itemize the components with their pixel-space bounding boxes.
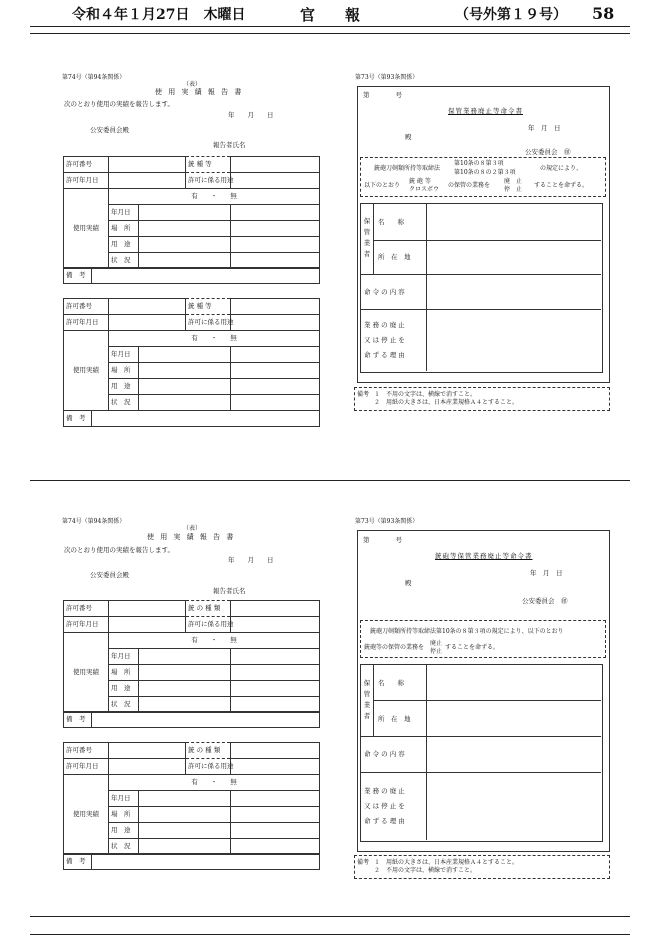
date-field[interactable] [139, 347, 231, 363]
permit-no-label: 許可番号 [64, 299, 109, 315]
text-part: クロスボウ [409, 186, 440, 193]
text-part: 以下のとおり [364, 182, 401, 189]
use-label: 用 途 [109, 379, 139, 395]
yes-no[interactable]: 有 ・ 無 [109, 775, 320, 791]
type-field[interactable] [231, 743, 320, 759]
usage-table [63, 188, 320, 269]
permit-date-field[interactable] [109, 315, 186, 331]
type-field[interactable] [231, 157, 320, 173]
usage-table-back [63, 774, 320, 855]
use-field[interactable] [139, 237, 231, 253]
text-part: 銃砲刀剣類所持等取締法第10条の８第３項の規定により、以下のとおり [370, 628, 564, 635]
form-label: 第74号（第94条関係） [62, 518, 126, 525]
place-field[interactable] [139, 221, 231, 237]
remarks-label: 備 考 [64, 854, 92, 870]
permit-date-field[interactable] [109, 617, 186, 633]
purpose-label: 許可に係る用途 [186, 315, 231, 331]
status-label: 状 況 [109, 839, 139, 855]
text-part: の規定により、 [540, 165, 583, 172]
remarks-label: 備 考 [64, 712, 92, 728]
date-line: 年 月 日 [228, 556, 274, 564]
place-field-2[interactable] [231, 363, 320, 379]
header-date: 令和４年１月27日 木曜日 [72, 7, 246, 23]
header-rule-2 [30, 33, 630, 34]
report-table [63, 156, 320, 189]
purpose-field[interactable] [231, 759, 320, 775]
remarks-field[interactable] [92, 854, 320, 870]
use-field-2[interactable] [231, 237, 320, 253]
text-part: 廃止 [430, 640, 443, 647]
reporter-name: 報告者氏名 [213, 141, 246, 149]
address-label: 所 在 地 [378, 253, 411, 261]
keeper-label: 保管業者 [363, 217, 371, 258]
purpose-field[interactable] [231, 315, 320, 331]
text-part: の保管の業務を [448, 182, 491, 189]
report-table [63, 600, 320, 633]
place-label: 場 所 [109, 221, 139, 237]
date-field[interactable] [139, 649, 231, 665]
reason-line3: 命 ず る 理 由 [364, 351, 405, 359]
notes-head: 備考 [357, 391, 370, 398]
usage-label: 使用実績 [64, 775, 109, 855]
order-content-label: 命 令 の 内 容 [364, 288, 405, 296]
type-label: 銃 種 等 [186, 157, 231, 173]
purpose-label: 許可に係る用途 [186, 617, 231, 633]
permit-no-field[interactable] [109, 743, 186, 759]
text-part: 第10条の８の２第３項 [454, 169, 516, 176]
yes-no[interactable]: 有 ・ 無 [109, 331, 320, 347]
order-title: 銃砲等保管業務廃止等命令書 [435, 552, 533, 560]
status-label: 状 況 [109, 697, 139, 713]
reason-line2: 又 は 停 止 を [364, 802, 405, 810]
form-label: 第73号（第93条関係） [355, 74, 419, 81]
type-label: 銃 の 種 類 [186, 601, 231, 617]
permit-date-label: 許可年月日 [64, 315, 109, 331]
addressee: 殿 [405, 579, 412, 587]
status-field-2[interactable] [231, 395, 320, 411]
text-part: 第10条の８第３項 [454, 160, 504, 167]
note-1: １ 不用の文字は、横線で消すこと。 [374, 391, 477, 398]
text-part: することを命ずる。 [534, 182, 589, 189]
remarks-label: 備 考 [64, 411, 92, 427]
date-field-2[interactable] [231, 347, 320, 363]
order-number: 第 号 [363, 536, 402, 544]
usage-table-back [63, 330, 320, 411]
text-part: することを命ずる。 [445, 644, 500, 651]
date-line: 年 月 日 [528, 124, 561, 132]
use-field-2[interactable] [231, 681, 320, 697]
place-field-2[interactable] [231, 665, 320, 681]
remarks-table [63, 711, 320, 728]
permit-no-field[interactable] [109, 157, 186, 173]
purpose-field[interactable] [231, 617, 320, 633]
header-title: 官 報 [300, 6, 361, 24]
intro-text: 次のとおり使用の実績を報告します。 [64, 100, 174, 108]
note-2: ２ 用紙の大きさは、日本産業規格Ａ４とすること。 [374, 399, 519, 406]
permit-no-label: 許可番号 [64, 601, 109, 617]
date-label: 年月日 [109, 649, 139, 665]
form-front-mark: （表） [183, 525, 202, 532]
permit-date-label: 許可年月日 [64, 759, 109, 775]
text-part: 銃砲刀剣類所持等取締法 [374, 165, 441, 172]
section-rule [30, 480, 630, 481]
remarks-field[interactable] [92, 411, 320, 427]
place-field[interactable] [139, 363, 231, 379]
type-field[interactable] [231, 299, 320, 315]
permit-no-field[interactable] [109, 299, 186, 315]
addressee: 公安委員会殿 [90, 126, 129, 134]
remarks-label: 備 考 [64, 268, 92, 284]
remarks-field[interactable] [92, 268, 320, 284]
reason-line3: 命 ず る 理 由 [364, 817, 405, 825]
type-label: 銃 種 等 [186, 299, 231, 315]
remarks-field[interactable] [92, 712, 320, 728]
status-field[interactable] [139, 395, 231, 411]
issuer: 公安委員会 ㊞ [525, 148, 571, 156]
footer-rule [30, 916, 630, 917]
form-label: 第73号（第93条関係） [355, 518, 419, 525]
form-title: 使 用 実 績 報 告 書 [155, 88, 244, 96]
date-field-2[interactable] [231, 649, 320, 665]
issuer: 公安委員会 ㊞ [522, 597, 568, 605]
permit-no-label: 許可番号 [64, 743, 109, 759]
order-title: 保管業務廃止等命令書 [448, 107, 523, 115]
remarks-table [63, 267, 320, 284]
order-content-label: 命 令 の 内 容 [364, 750, 405, 758]
date-label: 年月日 [109, 791, 139, 807]
text-part: 停 止 [504, 186, 523, 193]
date-label: 年月日 [109, 347, 139, 363]
purpose-field[interactable] [231, 173, 320, 189]
form-front-mark: （表） [183, 81, 202, 88]
yes-no[interactable]: 有 ・ 無 [109, 633, 320, 649]
place-label: 場 所 [109, 363, 139, 379]
place-field[interactable] [139, 807, 231, 823]
permit-no-field[interactable] [109, 601, 186, 617]
place-label: 場 所 [109, 665, 139, 681]
use-label: 用 途 [109, 237, 139, 253]
date-field[interactable] [139, 205, 231, 221]
header-issue: （号外第１９号） [455, 7, 567, 23]
text-part: 銃砲等の保管の業務を [364, 644, 425, 651]
note-2: ２ 不用の文字は、横線で消すこと。 [374, 867, 477, 874]
status-label: 状 況 [109, 395, 139, 411]
permit-date-label: 許可年月日 [64, 617, 109, 633]
place-field-2[interactable] [231, 221, 320, 237]
order-number: 第 号 [363, 91, 402, 99]
permit-date-field[interactable] [109, 173, 186, 189]
page-number: 58 [592, 4, 615, 23]
date-line: 年 月 日 [228, 111, 274, 119]
header-rule [30, 26, 630, 27]
date-label: 年月日 [109, 205, 139, 221]
yes-no[interactable]: 有 ・ 無 [109, 189, 320, 205]
place-field[interactable] [139, 665, 231, 681]
status-label: 状 況 [109, 253, 139, 269]
remarks-table-back [63, 853, 320, 870]
place-label: 場 所 [109, 807, 139, 823]
use-label: 用 途 [109, 681, 139, 697]
date-line: 年 月 日 [530, 569, 563, 577]
use-field[interactable] [139, 379, 231, 395]
keeper-label: 保管業者 [363, 679, 371, 720]
address-label: 所 在 地 [378, 715, 411, 723]
notes-head: 備考 [357, 859, 370, 866]
permit-no-label: 許可番号 [64, 157, 109, 173]
reporter-name: 報告者氏名 [213, 587, 246, 595]
form-label: 第74号（第94条関係） [62, 74, 126, 81]
note-1: １ 用紙の大きさは、日本産業規格Ａ４とすること。 [374, 859, 519, 866]
date-field-2[interactable] [231, 791, 320, 807]
report-table-back [63, 742, 320, 775]
usage-table [63, 632, 320, 713]
use-field[interactable] [139, 681, 231, 697]
permit-date-label: 許可年月日 [64, 173, 109, 189]
type-field[interactable] [231, 601, 320, 617]
form-title: 使 用 実 績 報 告 書 [147, 533, 236, 541]
usage-label: 使用実績 [64, 331, 109, 411]
intro-text: 次のとおり使用の実績を報告します。 [64, 546, 174, 554]
addressee: 殿 [405, 133, 412, 141]
type-label: 銃 の 種 類 [186, 743, 231, 759]
use-field-2[interactable] [231, 823, 320, 839]
footer-rule-2 [30, 934, 630, 935]
purpose-label: 許可に係る用途 [186, 173, 231, 189]
addressee: 公安委員会殿 [90, 571, 129, 579]
reason-line1: 業 務 の 廃 止 [364, 787, 405, 795]
name-label: 名 称 [378, 679, 404, 687]
remarks-table-back [63, 410, 320, 427]
report-table-back [63, 298, 320, 331]
text-part: 銃 砲 等 [409, 178, 431, 185]
reason-line2: 又 は 停 止 を [364, 336, 405, 344]
usage-label: 使用実績 [64, 189, 109, 269]
use-field[interactable] [139, 823, 231, 839]
place-field-2[interactable] [231, 807, 320, 823]
usage-label: 使用実績 [64, 633, 109, 713]
permit-date-field[interactable] [109, 759, 186, 775]
text-part: 停止 [430, 648, 443, 655]
order-text-box [360, 620, 606, 658]
use-field-2[interactable] [231, 379, 320, 395]
reason-line1: 業 務 の 廃 止 [364, 321, 405, 329]
date-field-2[interactable] [231, 205, 320, 221]
purpose-label: 許可に係る用途 [186, 759, 231, 775]
text-part: 廃 止 [504, 178, 523, 185]
date-field[interactable] [139, 791, 231, 807]
name-label: 名 称 [378, 218, 404, 226]
use-label: 用 途 [109, 823, 139, 839]
